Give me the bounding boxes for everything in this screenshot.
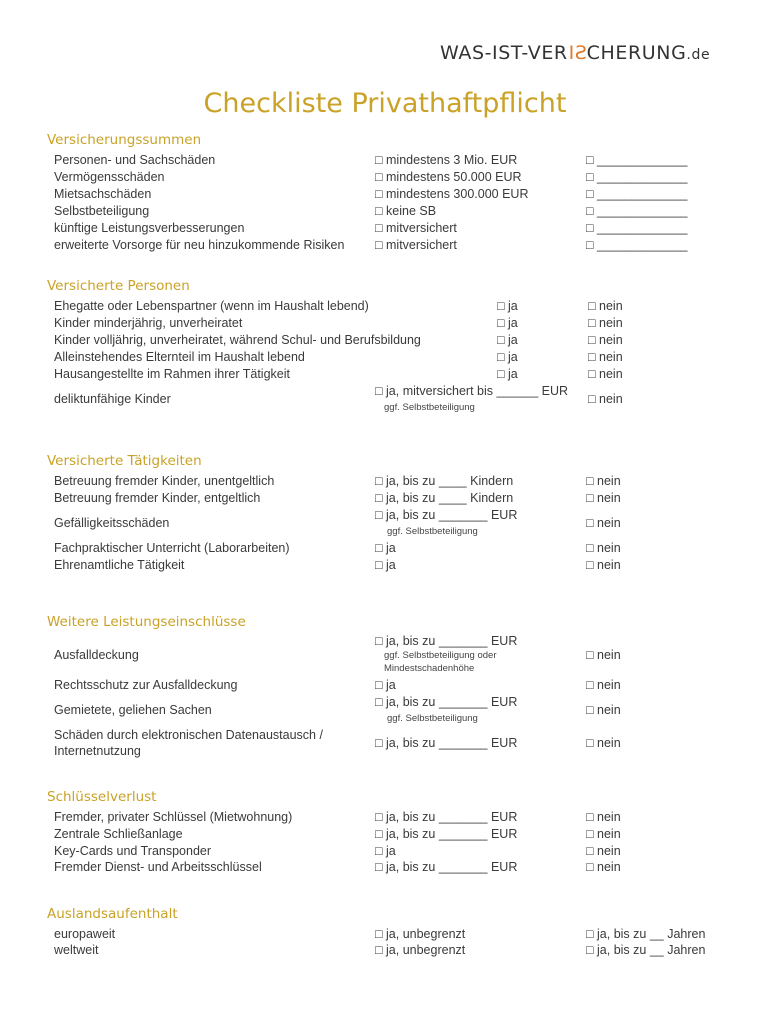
row-label: Selbstbeteiligung <box>54 204 150 218</box>
checkbox-option[interactable]: □ mindestens 50.000 EUR <box>375 170 522 184</box>
checkbox-option[interactable]: □ ja <box>497 333 518 347</box>
row-label: Kinder volljährig, unverheiratet, während Schul- und Berufsbildung <box>54 333 421 347</box>
checkbox-option[interactable]: □ mindestens 300.000 EUR <box>375 187 529 201</box>
checkbox-option[interactable]: □ mindestens 3 Mio. EUR <box>375 153 518 167</box>
checkbox-option[interactable]: □ ja, bis zu _______ EUR <box>375 736 518 750</box>
checkbox-option[interactable]: □ ja, bis zu ____ Kindern <box>375 491 514 505</box>
checkbox-option[interactable]: □ ja, mitversichert bis ______ EUR <box>375 384 569 398</box>
section-title-versicherte-personen: Versicherte Personen <box>47 278 190 294</box>
checkbox-option[interactable]: □ ja, bis zu _______ EUR <box>375 827 518 841</box>
checkbox-option[interactable]: □ ja <box>497 316 518 330</box>
checkbox-option[interactable]: □ ja, unbegrenzt <box>375 943 466 957</box>
checkbox-option[interactable]: □ ja, unbegrenzt <box>375 927 466 941</box>
row-label: Key-Cards und Transponder <box>54 844 212 858</box>
checkbox-option[interactable]: □ ja, bis zu __ Jahren <box>586 927 706 941</box>
row-label: Fremder, privater Schlüssel (Mietwohnung) <box>54 810 293 824</box>
section-title-auslandsaufenthalt: Auslandsaufenthalt <box>47 906 178 922</box>
checkbox-option[interactable]: □ _____________ <box>586 170 688 184</box>
row-label: Schäden durch elektronischen Datenaustausch / <box>54 728 323 742</box>
checkbox-option[interactable]: □ mitversichert <box>375 221 457 235</box>
note-text: ggf. Selbstbeteiligung <box>384 402 475 413</box>
row-label: Fremder Dienst- und Arbeitsschlüssel <box>54 860 262 874</box>
checkbox-option[interactable]: □ _____________ <box>586 204 688 218</box>
checkbox-option[interactable]: □ nein <box>586 678 621 692</box>
row-label: deliktunfähige Kinder <box>54 392 171 406</box>
checkbox-option[interactable]: □ ja, bis zu ____ Kindern <box>375 474 514 488</box>
row-label: Mietsachschäden <box>54 187 152 201</box>
checkbox-option[interactable]: □ keine SB <box>375 204 437 218</box>
row-label: Zentrale Schließanlage <box>54 827 183 841</box>
checkbox-option[interactable]: □ ja <box>497 367 518 381</box>
row-label: Vermögensschäden <box>54 170 165 184</box>
checkbox-option[interactable]: □ _____________ <box>586 238 688 252</box>
checkbox-option[interactable]: □ nein <box>586 558 621 572</box>
row-label-continued: Internetnutzung <box>54 744 141 758</box>
checkbox-option[interactable]: □ ja, bis zu _______ EUR <box>375 634 518 648</box>
checkbox-option[interactable]: □ nein <box>586 648 621 662</box>
checkbox-option[interactable]: □ nein <box>588 350 623 364</box>
checkbox-option[interactable]: □ ja <box>375 844 396 858</box>
brand-logo <box>440 42 710 64</box>
row-label: weltweit <box>54 943 99 957</box>
row-label: Fachpraktischer Unterricht (Laborarbeiten) <box>54 541 290 555</box>
row-label: Ehegatte oder Lebenspartner (wenn im Haushalt lebend) <box>54 299 369 313</box>
logo-tld: .de <box>686 47 711 63</box>
checkbox-option[interactable]: □ nein <box>586 827 621 841</box>
logo-mark: SI <box>567 42 587 64</box>
checkbox-option[interactable]: □ nein <box>586 491 621 505</box>
row-label: Kinder minderjährig, unverheiratet <box>54 316 243 330</box>
checkbox-option[interactable]: □ nein <box>588 299 623 313</box>
section-title-versicherungssummen: Versicherungssummen <box>47 132 202 148</box>
checkbox-option[interactable]: □ _____________ <box>586 187 688 201</box>
checkbox-option[interactable]: □ mitversichert <box>375 238 457 252</box>
checkbox-option[interactable]: □ ja, bis zu __ Jahren <box>586 943 706 957</box>
row-label: Betreuung fremder Kinder, entgeltlich <box>54 491 261 505</box>
checkbox-option[interactable]: □ nein <box>586 810 621 824</box>
row-label: Gemietete, geliehen Sachen <box>54 703 212 717</box>
checkbox-option[interactable]: □ nein <box>588 367 623 381</box>
checkbox-option[interactable]: □ ja <box>375 678 396 692</box>
checkbox-option[interactable]: □ ja <box>497 350 518 364</box>
checkbox-option[interactable]: □ _____________ <box>586 153 688 167</box>
note-text: ggf. Selbstbeteiligung oder <box>384 650 497 661</box>
logo-text-left: WAS-IST-VER <box>440 42 568 64</box>
checkbox-option[interactable]: □ nein <box>586 844 621 858</box>
checkbox-option[interactable]: □ nein <box>586 703 621 717</box>
checkbox-option[interactable]: □ ja, bis zu _______ EUR <box>375 508 518 522</box>
row-label: künftige Leistungsverbesserungen <box>54 221 245 235</box>
checkbox-option[interactable]: □ ja, bis zu _______ EUR <box>375 810 518 824</box>
checkbox-option[interactable]: □ nein <box>588 316 623 330</box>
checkbox-option[interactable]: □ _____________ <box>586 221 688 235</box>
page-title: Checkliste Privathaftpflicht <box>203 88 567 119</box>
checkbox-option[interactable]: □ nein <box>586 541 621 555</box>
row-label: Ehrenamtliche Tätigkeit <box>54 558 185 572</box>
row-label: Alleinstehendes Elternteil im Haushalt lebend <box>54 350 305 364</box>
row-label: Ausfalldeckung <box>54 648 139 662</box>
row-label: erweiterte Vorsorge für neu hinzukommende Risiken <box>54 238 345 252</box>
section-title-versicherte-taetigkeiten: Versicherte Tätigkeiten <box>47 453 202 469</box>
row-label: Rechtsschutz zur Ausfalldeckung <box>54 678 238 692</box>
row-label: Gefälligkeitsschäden <box>54 516 170 530</box>
row-label: Hausangestellte im Rahmen ihrer Tätigkeit <box>54 367 290 381</box>
checkbox-option[interactable]: □ nein <box>588 392 623 406</box>
checkbox-option[interactable]: □ nein <box>586 860 621 874</box>
checkbox-option[interactable]: □ ja <box>375 558 396 572</box>
logo-text-right: CHERUNG <box>586 42 687 64</box>
checkbox-option[interactable]: □ ja <box>497 299 518 313</box>
note-text: Mindestschadenhöhe <box>384 663 475 674</box>
checkbox-option[interactable]: □ ja <box>375 541 396 555</box>
note-text: ggf. Selbstbeteiligung <box>387 526 478 537</box>
checkbox-option[interactable]: □ ja, bis zu _______ EUR <box>375 860 518 874</box>
checkbox-option[interactable]: □ nein <box>588 333 623 347</box>
row-label: Personen- und Sachschäden <box>54 153 216 167</box>
section-title-schluesselverlust: Schlüsselverlust <box>47 789 157 805</box>
checkbox-option[interactable]: □ ja, bis zu _______ EUR <box>375 695 518 709</box>
checkbox-option[interactable]: □ nein <box>586 474 621 488</box>
row-label: europaweit <box>54 927 116 941</box>
section-title-weitere-leistungseinschluesse: Weitere Leistungseinschlüsse <box>47 614 246 630</box>
checkbox-option[interactable]: □ nein <box>586 516 621 530</box>
row-label: Betreuung fremder Kinder, unentgeltlich <box>54 474 275 488</box>
note-text: ggf. Selbstbeteiligung <box>387 713 478 724</box>
checkbox-option[interactable]: □ nein <box>586 736 621 750</box>
